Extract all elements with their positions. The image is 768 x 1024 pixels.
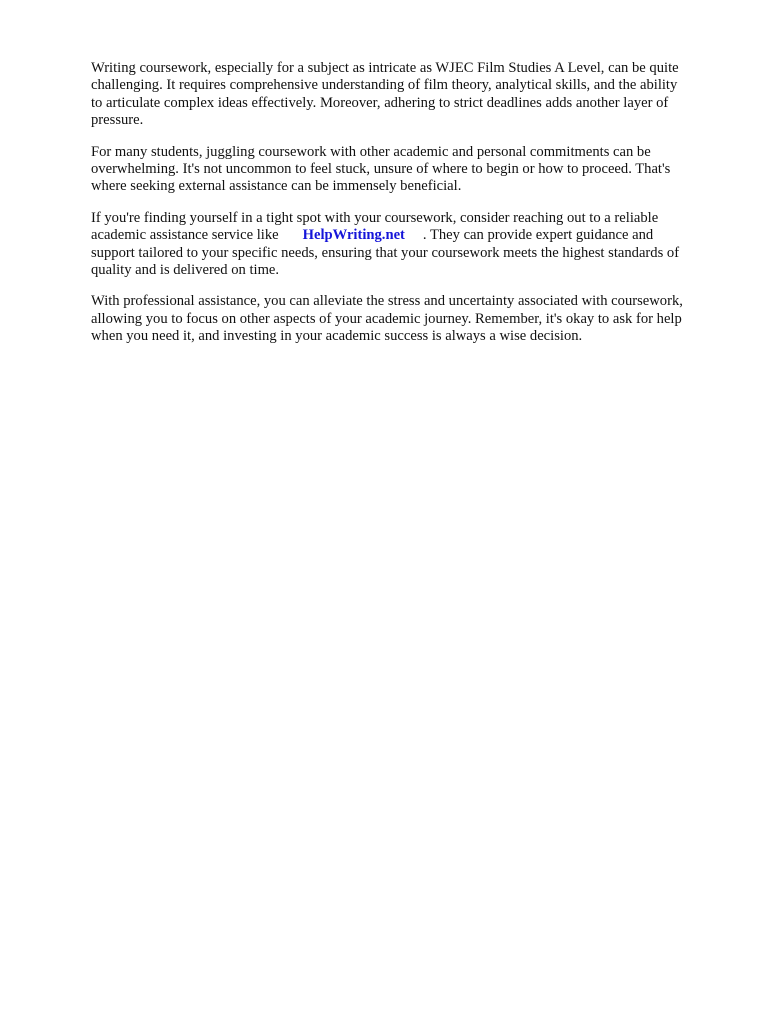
text-line: when you need it, and investing in your academic success is always a wise decision.: [91, 328, 583, 345]
text-line: For many students, juggling coursework with other academic and personal commitments can be: [91, 143, 651, 160]
text-line: pressure.: [91, 112, 144, 129]
text-line: support tailored to your specific needs, ensuring that your coursework meets the highest standards of: [91, 244, 680, 261]
text-line-with-link: [91, 227, 723, 244]
text-line: where seeking external assistance can be immensely beneficial.: [91, 178, 462, 195]
text-line: Writing coursework, especially for a subject as intricate as WJEC Film Studies A Level, can be quite: [91, 60, 679, 76]
paragraph-intro: [91, 60, 723, 130]
paragraph-conclusion: [91, 293, 723, 345]
text-line: to articulate complex ideas effectively. Moreover, adhering to strict deadlines adds another layer of: [91, 94, 669, 111]
text-line: quality and is delivered on time.: [91, 262, 280, 279]
document-page: [91, 60, 723, 360]
text-line: allowing you to focus on other aspects of your academic journey. Remember, it's okay to ask for help: [91, 310, 682, 327]
text-fragment: academic assistance service like: [91, 227, 279, 244]
text-line: overwhelming. It's not uncommon to feel stuck, unsure of where to begin or how to proceed. That's: [91, 161, 671, 178]
text-line: challenging. It requires comprehensive understanding of film theory, analytical skills, and the ability: [91, 77, 678, 94]
paragraph-challenges: [91, 144, 723, 196]
paragraph-assistance: [91, 210, 723, 280]
text-fragment: . They can provide expert guidance and: [422, 227, 654, 244]
text-line: If you're finding yourself in a tight spot with your coursework, consider reaching out to a reliable: [91, 209, 659, 226]
text-line: With professional assistance, you can alleviate the stress and uncertainty associated with coursework,: [91, 293, 683, 310]
helpwriting-link[interactable]: HelpWriting.net: [302, 227, 405, 244]
